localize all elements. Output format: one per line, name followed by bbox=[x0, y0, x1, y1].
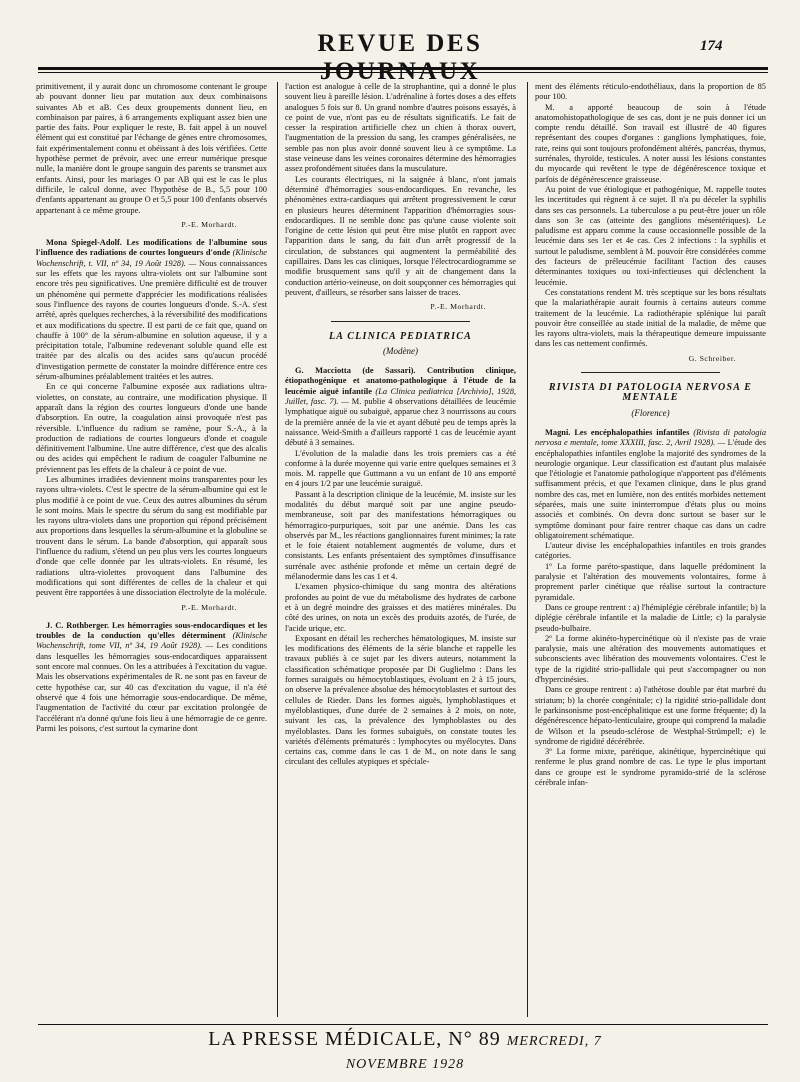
article-reference: (Klinische Wochenschrift, t. VII, nº 34, 19 Août 1928). — bbox=[36, 248, 267, 268]
column-middle bbox=[285, 82, 516, 1022]
column-right bbox=[535, 82, 766, 1022]
paragraph: Nous connaissances sur les effets que les rayons ultra-violets ont sur l'albumine sont encore très peu significatives. Une première difficulté est de trouver un phénomène qui permette d'apprécier les modifications réalisées sous l'influence des rayons de courtes longueurs d'onde. S.-A. s'est arrêté, après quelques recherches, à la réversibilité des modifications et aux modifications du spectre. Il est parti de ce fait que, quand on chauffe à 100° de la sérum-albumine en solution aqueuse, il y a précipitation totale, l'albumine redevenant soluble quand elle est traitée par des alcalis ou des acides sans qu'aucun procédé d'investigation permette de constater la moindre différence entre ces sérum-albumines préalablement traitées et les autres. bbox=[36, 258, 267, 382]
article-abstract bbox=[36, 238, 267, 382]
section-divider bbox=[331, 321, 470, 322]
header-rule-thin bbox=[38, 72, 768, 73]
section-subheading: (Florence) bbox=[631, 407, 670, 418]
article-title: G. Macciotta (de Sassari). Contribution clinique, étiopathogénique et anatomo-pathologique à l'étude de la leucémie aiguë infantile bbox=[285, 366, 516, 396]
paragraph: L'auteur divise les encéphalopathies infantiles en trois grandes catégories. bbox=[535, 541, 766, 561]
paragraph: 3º La forme mixte, parétique, akinétique, hypercinétique qui renferme le plus grand nombre de cas. Le type le plus important dans ce groupe est le syndrome pyramido-strié de la sclérose cérébrale infan- bbox=[535, 747, 766, 787]
page-footer bbox=[170, 1028, 640, 1074]
paragraph: Au point de vue étiologique et pathogénique, M. rappelle toutes les incertitudes qui règnent à ce sujet. Il n'a pu déceler la syphilis dans ses cas personnels. La tuberculose a pu peut-être jouer un rôle dans son 3e cas (atteinte des ganglions mésentériques). Le paludisme est apparu comme la cause occasionnelle possible de la leucémie dans ses 1er et 4e cas. Ces 2 infections : la syphilis et surtout le paludisme, semblent à M. pouvoir être considérées comme des facteurs de préleucémie facilitant l'action des causes déterminantes toxiques ou toxi-infectieuses qui déclenchent la leucémie. bbox=[535, 184, 766, 287]
column-left bbox=[36, 82, 267, 1022]
section-heading: LA CLINICA PEDIATRICA bbox=[328, 330, 473, 342]
section-subheading: (Modène) bbox=[383, 345, 418, 356]
signature: P.-E. Morhardt. bbox=[181, 602, 237, 612]
header-rule bbox=[38, 67, 768, 70]
page-number: 174 bbox=[700, 38, 723, 54]
signature: P.-E. Morhardt. bbox=[181, 219, 237, 229]
column-divider bbox=[527, 82, 528, 1017]
article-abstract bbox=[36, 621, 267, 734]
paragraph: En ce qui concerne l'albumine exposée aux radiations ultra-violettes, on constate, au contraire, une modification physique. Il apparaît dans la région des courtes longueurs d'onde une bande d'absorption. En outre, la coagulation ainsi provoquée n'est pas réversible. L'influence du radium se ramène, pour S.-A., à la production de radiations de courtes longueurs d'onde et coagule définitivement l'albumine. Une autre différence, c'est que des alcalis ou des acides qui empêchent le radium de coaguler l'albumine ne préviennent pas les effets de la chaleur à ce point de vue. bbox=[36, 382, 267, 474]
section-heading: RIVISTA DI PATOLOGIA NERVOSA E MENTALE bbox=[548, 382, 753, 404]
article-title: J. C. Rothberger. Les hémorragies sous-endocardiques et les troubles de la conduction qu'elles déterminent bbox=[36, 620, 267, 641]
paragraph: Les albumines irradiées deviennent moins transparentes pour les rayons ultra-violets. C'est le spectre de la sérum-albumine qui est le plus modifié à ce point de vue. Ceux des autres albumines du sérum le sont moins. Mais le spectre du sérum du sang est modifiable par les rayons ultra-violets dans une proportion qui répond précisément aux proportions dans lesquelles la sérum-albumine et la globuline se trouvent dans le sérum. La bande d'absorption, qui apparaît sous l'influence du radium, s'étend un peu plus vers les courtes longueurs d'onde que celle donnée par les ultrats-violets. En résumé, les radiations ultra-violettes provoquent dans l'albumine des modifications qui sont différentes de celles de la chaleur et qui peuvent être rapportées à une dissociation électrolyte de la molécule. bbox=[36, 474, 267, 598]
section-divider bbox=[581, 372, 720, 373]
signature: G. Schreiber. bbox=[688, 353, 736, 363]
paragraph: M. publie 4 observations détaillées de leucémie lymphatique aiguë ou subaiguë, apparue chez 3 nourrissons au cours de la première année de la vie et ayant débuté peu de temps après la naissance. Weid-Smith a d'ailleurs rapporté 1 cas de leucémie ayant débuté à 3 semaines. bbox=[285, 397, 516, 448]
paragraph: Passant à la description clinique de la leucémie, M. insiste sur les modalités du début marqué soit par une angine pseudo-membraneuse, soit par des manifestations hémorragiques ou hémorragico-purpuriques, soit par une anémie. Dans les cas observés par M., les réactions ganglionnaires furent minimes; la rate et le foie étaient notablement augmentés de volume, durs et consistants. Les enfants présentaient des symptômes d'insuffisance surrénale avec asthénie profonde et même un certain degré de mélanodermie dans les cas 1 et 4. bbox=[285, 489, 516, 582]
article-abstract bbox=[535, 428, 766, 541]
article-abstract bbox=[285, 366, 516, 448]
paragraph: M. a apporté beaucoup de soin à l'étude anatomohistopathologique de ses cas, dont je ne puis donner ici un compte rendu détaillé. Son travail est illustré de 40 figures représentant des coupes d'organes : ganglions lymphatiques, foie, rate, reins qui sont toujours profondément altérés, pancréas, thymus, surrénales, thyroïde, testicules. A noter aussi les lésions constantes du myocarde qui revêtent le type de dégénérescence toxique et parfois de dégénérescence graisseuse. bbox=[535, 102, 766, 184]
paragraph: L'étude des encéphalopathies infantiles englobe la majorité des syndromes de la neurologie organique. Leur classification est d'autant plus malaisée que l'étiologie et l'anatomie pathologique n'apportent pas d'éléments suffisamment précis, et que l'examen clinique, dans le plus grand nombre des cas, met en lumière, non des entités morbides nettement séparées, mais une suite ininterrompue d'états plus ou moins associés et combinés. On devra donc surtout se baser sur le symptôme dominant pour faire rentrer chaque cas dans un cadre obligatoirement schématique. bbox=[535, 438, 766, 540]
paragraph: l'action est analogue à celle de la strophantine, qui a donné le plus souvent lieu à pareille lésion. L'adrénaline à fortes doses a des effets analogues 5 fois sur 8. Un grand nombre d'autres poisons essayés, à ce point de vue, n'ont pas eu de résultats significatifs. Le fait de cesser la respiration artificielle chez un chien à thorax ouvert, l'augmentation de la pression du sang, les crampes généralisées, ne semble pas non plus avoir donné souvent lieu à ce symptôme. La stase veineuse dans les veines coronaires détermine des hémorragies assez profondément situées dans la musculature. bbox=[285, 82, 516, 174]
journal-name: LA PRESSE MÉDICALE, N° 89 bbox=[208, 1028, 501, 1050]
article-reference: (La Clinica pediatrica [Archivio], 1928, Juillet, fasc. 7). — bbox=[285, 386, 516, 407]
paragraph: Ces constatations rendent M. très sceptique sur les bons résultats que la malariathérapie aurait fournis à certains auteurs comme traitement de la leucémie. La radiothérapie splénique lui paraît pouvoir être conseillée au stade initial de la maladie, de même que les rayons ultra-violets, mais la thérapeutique demeure impuissante dans les cas nettement confirmés. bbox=[535, 287, 766, 349]
page-title: REVUE DES JOURNAUX bbox=[317, 30, 483, 85]
paragraph: Les conditions dans lesquelles les hémorragies sous-endocardiques apparaissent sont encore mal connues. On les a attribuées à l'excitation du vague. Mais les observations expérimentales de R. ne sont pas en faveur de cette hypothèse car, sur 40 cas d'excitation du vague, il n'a été observé que 4 fois une hémorragie sous-endocardique. De même, l'augmentation de l'activité du cœur par excitation prolongée de l'accélérant n'a donné qu'une fois lieu à une hémorragie de ce genre. Parmi les poisons, c'est surtout la cymarine dont bbox=[36, 641, 267, 733]
paragraph: 2º La forme akinéto-hypercinétique où il n'existe pas de vraie paralysie, mais une altération des mouvements automatiques et subconscients avec libération des mouvements volontaires. C'est le type de la rigidité strio-pallidale qui peut s'accompagner ou non d'hypercinésies. bbox=[535, 633, 766, 685]
article-reference: (Klinische Wochenschrift, tome VII, nº 34, 19 Août 1928). — bbox=[36, 631, 267, 651]
article-reference: (Rivista di patologia nervosa e mentale, tome XXXIII, fasc. 2, Avril 1928). — bbox=[535, 427, 766, 448]
paragraph: ment des éléments réticulo-endothéliaux, dans la proportion de 85 pour 100. bbox=[535, 82, 766, 102]
signature: P.-E. Morhardt. bbox=[430, 302, 486, 312]
footer-rule bbox=[38, 1024, 768, 1025]
issue-date: MERCREDI, 7 NOVEMBRE 1928 bbox=[345, 1034, 602, 1072]
paragraph: L'évolution de la maladie dans les trois premiers cas a été conforme à la durée moyenne qui varie entre quelques semaines et 3 mois. M. rappelle que Guttmann a vu un enfant de 10 ans emporté en 4 jours 1/2 par une leucémie suraiguë. bbox=[285, 448, 516, 489]
article-title: Magni. Les encéphalopathies infantiles bbox=[545, 427, 690, 437]
paragraph: Dans ce groupe rentrent : a) l'athétose double par état marbré du striatum; b) la chorée congénitale; c) la rigidité strio-pallidale dont le parkinsonisme post-encéphalitique est une forme fréquente; d) la dégénérescence hépato-lenticulaire, groupe qui comprend la maladie de Wilson et la pseudo-sclérose de Westphal-Strümpell; e) le syndrome de rigidité décérébrée. bbox=[535, 685, 766, 746]
article-title: Mona Spiegel-Adolf. Les modifications de l'albumine sous l'influence des radiations de courtes longueurs d'onde bbox=[36, 238, 267, 258]
paragraph: Exposant en détail les recherches hématologiques, M. insiste sur les modifications des éléments de la série blanche et rappelle les travaux publiés à ce sujet par les divers auteurs, notamment la classification schématique proposée par Di Guglielmo : Dans les formes suraiguës ou hémocytoblastiques, évoluant en 2 à 15 jours, on observe la prévalence absolue des hémocytoblastes et surtout des cellules de Rieder. Dans les formes aiguës, lymphoblastiques et myéloblastiques, d'une durée de 2 semaines à 2 mois, on note, suivant les cas, la prévalence des lymphoblastes ou des myéloblastes. Dans les formes subaiguës, on constate toutes les variétés d'éléments prématurés : lymphocytes ou myélocytes. Dans certains cas, comme dans le cas 1 de M., on note dans le sang circulant des cellules atypiques et spéciale- bbox=[285, 633, 516, 767]
paragraph: 1º La forme parétо-spastique, dans laquelle prédominent la paralysie et l'altération des mouvements volontaires, forme à proprement parler cinétique que réalise surtout la contracture pyramidale. bbox=[535, 561, 766, 602]
paragraph: Les courants électriques, ni la saignée à blanc, n'ont jamais déterminé d'hémorragies sous-endocardiques. En revanche, les phénomènes extra-cardiaques qui arrêtent progressivement le cœur en plusieurs heures déterminent l'apparition d'hémorragies sous-endocardiques. Il ne semble donc pas qu'une cause violente soit l'origine de cette lésion qui peut être mise plutôt en rapport avec l'apparition dans le sang, du fait d'un arrêt progressif de la circulation, de substances qui augmentent la perméabilité des capillaires. Dans les cas cliniques, lorsque l'électrocardiogramme se modifie brusquement sans qu'il y ait de changement dans la conduction artério-veineuse, on doit soupçonner ces hémorragies qui peuvent, d'ailleurs, se résorber sans laisser de traces. bbox=[285, 174, 516, 297]
column-divider bbox=[277, 82, 278, 1017]
paragraph: primitivement, il y aurait donc un chromosome contenant le groupe ab pouvant donner lieu par mutation aux deux combinaisons suivantes Ab et aB. Ces deux groupements donnent lieu, en combinaison par paires, à 6 arrangements expliquant assez bien une partie des faits. Pour expliquer le reste, B. fait appel à un nouvel élément qui est constitué par l'échange de gènes entre chromosomes, fait expérimentalement connu et obéissant à des lois vérifiées. Cette hypothèse permet de prévoir, avec une erreur numérique presque nulle, la manière dont le groupe sanguin des parents se transmet aux enfants. Ainsi, pour les mariages O par AB qui est le cas le plus difficile, le calcul donne, avec l'hypothèse de B., 5,5 pour 100 d'enfants appartenant au groupe O et 5,5 pour 100 d'enfants observés appartenant à ce même groupe. bbox=[36, 82, 267, 215]
paragraph: L'examen physico-chimique du sang montra des altérations profondes au point de vue du métabolisme des hydrates de carbone et à un degré moindre des graisses et des matières minérales. Du côté des urines, on nota un excès des produits azotés, de l'urée, de l'acide urique, etc. bbox=[285, 582, 516, 633]
paragraph: Dans ce groupe rentrent : a) l'hémiplégie cérébrale infantile; b) la diplégie cérébrale infantile et la maladie de Little; c) la paralysie pseudo-bulbaire. bbox=[535, 602, 766, 633]
